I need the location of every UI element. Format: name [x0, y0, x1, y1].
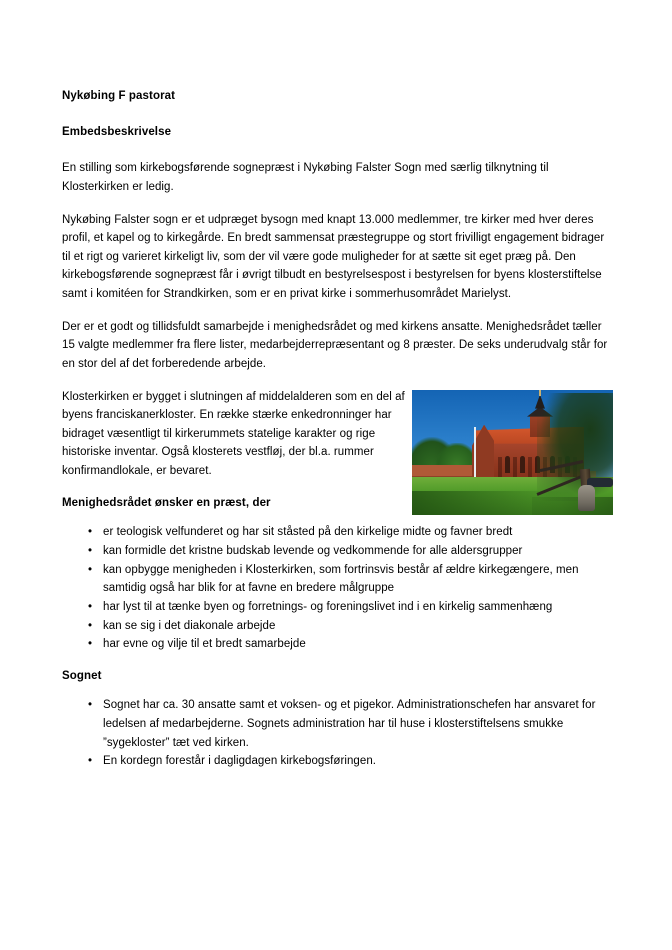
- page-title: Nykøbing F pastorat: [62, 90, 176, 102]
- spacer: [62, 140, 614, 159]
- list-item: • Sognet har ca. 30 ansatte samt et voksen- og et pigekor. Administrationschefen har ansvaret for ledelsen af medarbejderne. Sognets administration har til huse i klosterstiftelsens smukke ”sygekloster” tæt ved kirken.: [62, 696, 614, 752]
- section-heading-sognet: Sognet: [62, 669, 102, 682]
- photo-church-window: [505, 456, 510, 473]
- list-item: • har lyst til at tænke byen og forretnings- og foreningslivet ind i en kirkelig sammenhæng: [62, 598, 614, 617]
- paragraph-church-history: Klosterkirken er bygget i slutningen af middelalderen som en del af byens franciskanerkloster. En række stærke enkedronninger har bidraget væsentligt til kirkerummets statelige karakter og rige historiske inventar. Også klosterets vestfløj, der bl.a. rummer konfirmandlokale, er bevaret.: [62, 390, 405, 478]
- church-photo: [412, 390, 613, 515]
- list-item: • En kordegn forestår i dagligdagen kirkebogsføringen.: [62, 752, 614, 771]
- spacer: [62, 654, 614, 668]
- document-content: [62, 88, 614, 771]
- spacer: [62, 374, 614, 388]
- spacer: [62, 304, 614, 318]
- list-item: • kan se sig i det diakonale arbejde: [62, 617, 614, 636]
- spacer: [62, 197, 614, 211]
- paragraph-intro: En stilling som kirkebogsførende sognepræst i Nykøbing Falster Sogn med særlig tilknytning til Klosterkirken er ledig.: [62, 162, 549, 193]
- list-item: • er teologisk velfunderet og har sit ståsted på den kirkelige midte og favner bredt: [62, 523, 614, 542]
- section-heading-embedsbeskrivelse: Embedsbeskrivelse: [62, 125, 172, 138]
- spacer: [62, 105, 614, 124]
- section-heading-wishes: Menighedsrådet ønsker en præst, der: [62, 496, 271, 509]
- spacer: [62, 684, 614, 696]
- parish-list: [62, 696, 614, 771]
- photo-church-window: [520, 456, 525, 473]
- list-item: • har evne og vilje til et bredt samarbejde: [62, 635, 614, 654]
- church-text-and-photo-row: [62, 388, 614, 481]
- list-item: • kan formidle det kristne budskab levende og vedkommende for alle aldersgrupper: [62, 542, 614, 561]
- paragraph-parish-overview: Nykøbing Falster sogn er et udpræget bysogn med knapt 13.000 medlemmer, tre kirker med hver deres profil, et kapel og to kirkegårde. En bredt sammensat præstegruppe og stort frivilligt engagement bidrager til et rigt og varieret kirkeligt liv, som der vil være gode muligheder for at sætte sit eget præg på. Den kirkebogsførende sognepræst får i øvrigt tilbudt en bestyrelsespost i bestyrelsen for byens klosterstiftelse samt i komitéen for Strandkirken, som er en privat kirke i sommerhusområdet Marielyst.: [62, 213, 605, 301]
- photo-stone-monument: [578, 485, 595, 511]
- wishes-list: [62, 523, 614, 653]
- list-item: • kan opbygge menigheden i Klosterkirken, som fortrinsvis består af ældre kirkegængere, men samtidig også har blik for at favne en bredere målgruppe: [62, 561, 614, 598]
- paragraph-council: Der er et godt og tillidsfuldt samarbejde i menighedsrådet og med kirkens ansatte. Menighedsrådet tæller 15 valgte medlemmer fra flere lister, medarbejderrepræsentant og 8 præster. De seks underudvalg står for en stor del af det forberedende arbejde.: [62, 320, 608, 370]
